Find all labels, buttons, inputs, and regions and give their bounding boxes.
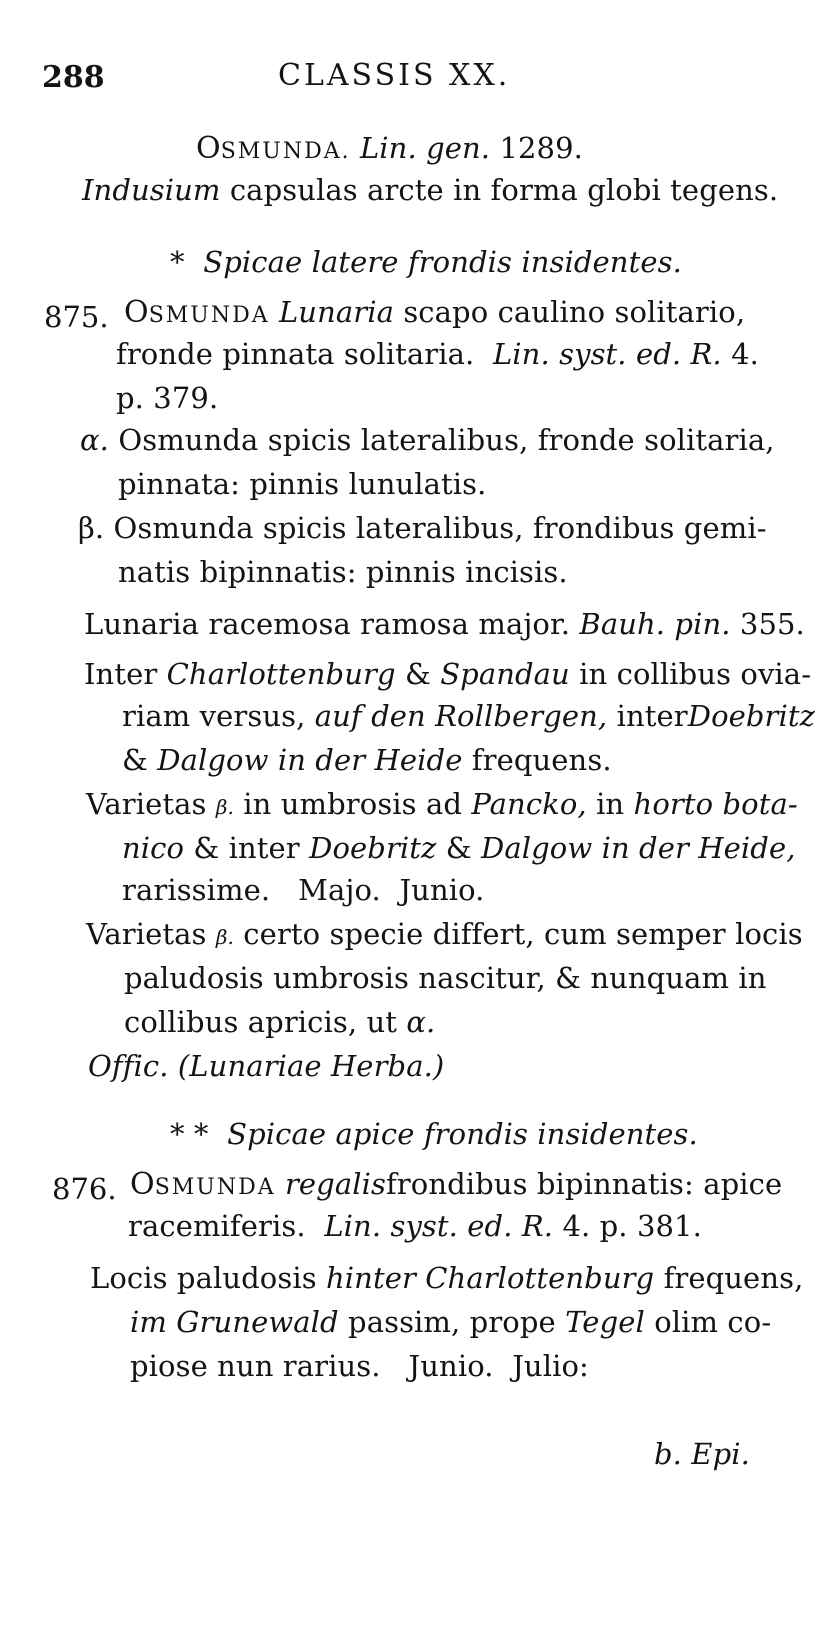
catchword: b. Epi.	[654, 1437, 750, 1471]
habitat-875-line-3: & Dalgow in der Heide frequens.	[122, 743, 612, 777]
officinal-line: Offic. (Lunariae Herba.)	[88, 1049, 445, 1083]
entry-876-line-1: OSMUNDA regalisfrondibus bipinnatis: apice	[130, 1167, 783, 1202]
variety-note-1-line-1: Varietas β. in umbrosis ad Pancko, in horto bota-	[86, 787, 798, 821]
variety-note-2-line-1: Varietas β. certo specie differt, cum semper locis	[86, 917, 803, 951]
variety-beta-line-2: natis bipinnatis: pinnis incisis.	[118, 555, 568, 589]
variety-note-2-line-2: paludosis umbrosis nascitur, & nunquam in	[124, 961, 767, 995]
entry-875-line-3: p. 379.	[116, 381, 219, 415]
running-head: CLASSIS XX.	[278, 58, 511, 93]
habitat-875-line-1: Inter Charlottenburg & Spandau in collibus ovia-	[84, 657, 812, 691]
section-heading-1: * Spicae latere frondis insidentes.	[170, 245, 682, 279]
entry-number-876: 876.	[52, 1172, 117, 1206]
synonym-line: Lunaria racemosa ramosa major. Bauh. pin. 355.	[84, 607, 805, 641]
habitat-876-line-3: piose nun rarius. Junio. Julio:	[130, 1349, 589, 1383]
variety-alpha-line-1: α. Osmunda spicis lateralibus, fronde solitaria,	[80, 423, 775, 457]
variety-beta-line-1: β. Osmunda spicis lateralibus, frondibus gemi-	[78, 511, 767, 545]
entry-875-line-2: fronde pinnata solitaria. Lin. syst. ed. R. 4.	[116, 337, 759, 371]
variety-note-1-line-2: nico & inter Doebritz & Dalgow in der Heide,	[122, 831, 796, 865]
genus-heading: OSMUNDA. Lin. gen. 1289.	[196, 131, 583, 166]
section-heading-2: * * Spicae apice frondis insidentes.	[170, 1117, 698, 1151]
page-number: 288	[42, 60, 105, 95]
genus-description: Indusium capsulas arcte in forma globi tegens.	[82, 173, 779, 207]
variety-alpha-line-2: pinnata: pinnis lunulatis.	[118, 467, 487, 501]
entry-number-875: 875.	[44, 300, 109, 334]
habitat-876-line-1: Locis paludosis hinter Charlottenburg frequens,	[90, 1261, 804, 1295]
habitat-876-line-2: im Grunewald passim, prope Tegel olim co-	[130, 1305, 772, 1339]
habitat-875-line-2: riam versus, auf den Rollbergen, interDoebritz	[122, 699, 816, 733]
entry-875-line-1: OSMUNDA Lunaria scapo caulino solitario,	[124, 295, 746, 330]
entry-876-line-2: racemiferis. Lin. syst. ed. R. 4. p. 381.	[128, 1209, 702, 1243]
variety-note-2-line-3: collibus apricis, ut α.	[124, 1005, 436, 1039]
variety-note-1-line-3: rarissime. Majo. Junio.	[122, 873, 485, 907]
